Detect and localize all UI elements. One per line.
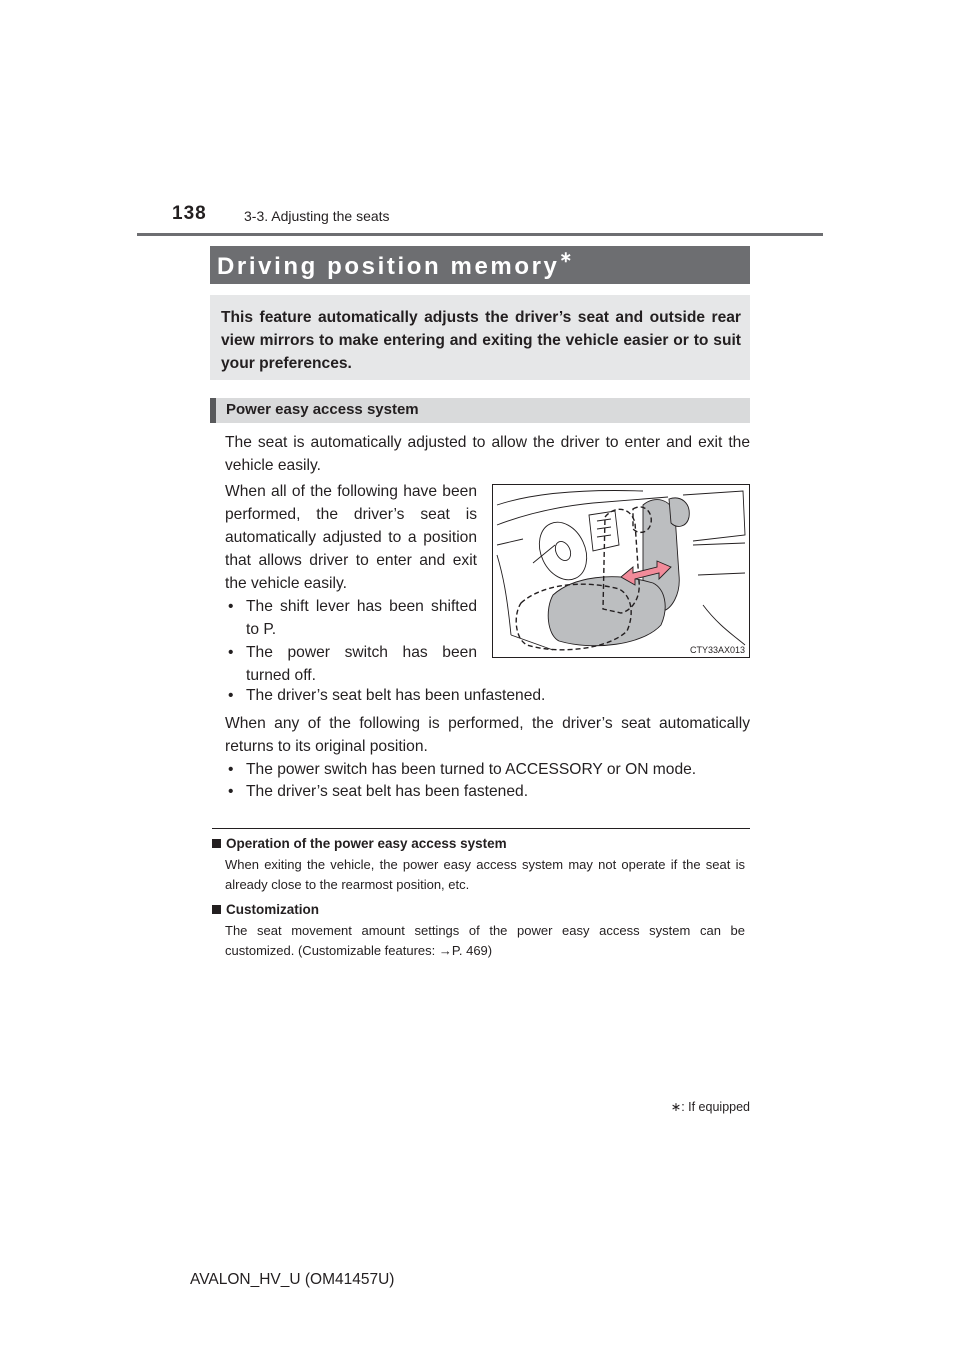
list-item-text: The power switch has been turned to ACCESSORY or ON mode. xyxy=(246,761,697,778)
dashboard-line xyxy=(497,503,593,525)
rear-window xyxy=(683,491,745,541)
windshield-line xyxy=(497,491,643,505)
page-number: 138 xyxy=(172,203,207,224)
note-heading-text: Customization xyxy=(226,902,319,917)
floor-line xyxy=(511,635,553,650)
intro-text: This feature automatically adjusts the driver’s seat and outside rear view mirrors to make entering and exiting the vehicle easier or to suit your preferences. xyxy=(221,309,741,372)
list-item xyxy=(228,641,477,687)
bullet-dot: • xyxy=(228,644,234,661)
subsection-accent xyxy=(210,398,216,423)
footnote: ∗: If equipped xyxy=(670,1100,750,1114)
note-heading-text: Operation of the power easy access system xyxy=(226,836,507,851)
figure-code: CTY33AX013 xyxy=(689,645,745,655)
list-item xyxy=(228,595,477,641)
seat-illustration-drawing xyxy=(493,485,749,657)
list-item xyxy=(228,758,748,781)
title-bar xyxy=(210,246,750,284)
seat-headrest xyxy=(669,498,689,526)
steering-hub xyxy=(552,539,573,563)
door-panel-line xyxy=(497,555,511,635)
list-item-text: The driver’s seat belt has been fastened. xyxy=(246,783,529,800)
conditions-paragraph: When all of the following have been performed, the driver’s seat is automatically adjusted to a position that allows driver to enter and exit the vehicle easily. xyxy=(225,483,477,592)
note-body: When exiting the vehicle, the power easy access system may not operate if the seat is already close to the rearmost position, etc. xyxy=(225,857,745,892)
seat-cushion xyxy=(548,577,665,646)
seat-illustration xyxy=(492,484,750,658)
footer-model-code: AVALON_HV_U (OM41457U) xyxy=(190,1271,395,1288)
section-label: 3-3. Adjusting the seats xyxy=(244,208,390,224)
steering-column xyxy=(533,545,555,563)
bullet-dot: • xyxy=(228,598,234,615)
list-item-text: The shift lever has been shifted to P. xyxy=(246,598,477,638)
returns-paragraph: When any of the following is performed, the driver’s seat automatically returns to its original position. xyxy=(225,715,750,755)
list-item xyxy=(228,780,748,803)
page-title-text: Driving position memory xyxy=(217,253,560,280)
subsection-header xyxy=(210,398,750,423)
rear-door-lines xyxy=(693,543,745,575)
note-heading xyxy=(212,836,507,851)
console-buttons xyxy=(597,519,611,537)
intro-box xyxy=(210,295,750,380)
list-item-text: The driver’s seat belt has been unfastened. xyxy=(246,687,546,704)
header-rule xyxy=(137,233,823,236)
bullet-dot: • xyxy=(228,783,234,800)
note-body: The seat movement amount settings of the power easy access system can be customized. (Customizable features: →P. 469) xyxy=(225,923,745,958)
if-equipped-mark: ∗ xyxy=(559,249,573,266)
list-item-text: The power switch has been turned off. xyxy=(246,644,477,684)
rear-seat-line xyxy=(703,605,745,645)
steering-wheel xyxy=(530,515,595,588)
subsection-title: Power easy access system xyxy=(226,401,419,418)
page-title xyxy=(217,251,572,281)
square-bullet-icon xyxy=(212,839,221,848)
door-line xyxy=(497,539,523,545)
bullet-dot: • xyxy=(228,761,234,778)
square-bullet-icon xyxy=(212,905,221,914)
note-heading xyxy=(212,902,319,917)
bullet-dot: • xyxy=(228,687,234,704)
intro-paragraph: The seat is automatically adjusted to allow the driver to enter and exit the vehicle easily. xyxy=(225,434,750,474)
list-item xyxy=(228,684,748,707)
notes-rule xyxy=(212,828,750,829)
